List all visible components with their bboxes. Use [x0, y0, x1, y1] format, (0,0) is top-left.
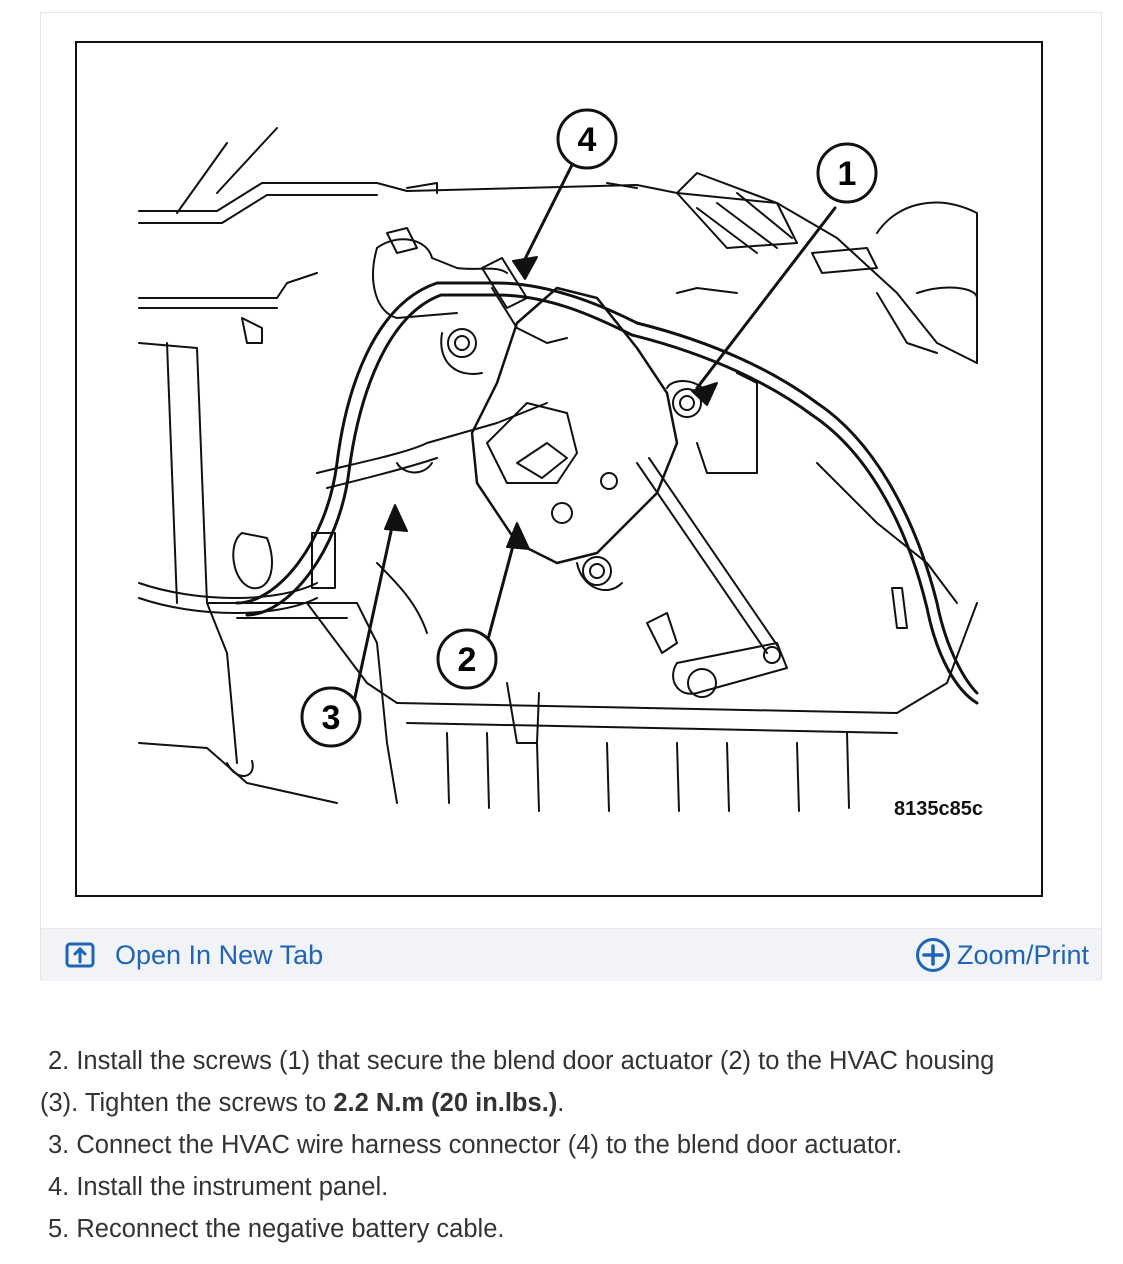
figure-toolbar	[41, 928, 1101, 981]
open-in-new-tab-label: Open In New Tab	[115, 939, 324, 970]
zoom-print-label: Zoom/Print	[956, 939, 1089, 970]
torque-spec: 2.2 N.m (20 in.lbs.)	[333, 1089, 558, 1117]
open-in-new-tab-button[interactable]	[65, 929, 323, 981]
step-5: 5. Reconnect the negative battery cable.	[48, 1215, 505, 1243]
callout-2-label: 2	[457, 641, 477, 679]
procedure-steps	[40, 1040, 1110, 1250]
zoom-plus-icon	[915, 937, 951, 973]
callout-3-label: 3	[321, 699, 341, 737]
hvac-line-drawing	[77, 43, 1041, 895]
callout-1-label: 1	[837, 155, 857, 193]
figure-card	[40, 12, 1102, 980]
callout-3	[302, 688, 360, 746]
callout-1	[818, 144, 876, 202]
figure-code: 8135c85c	[894, 798, 983, 820]
callout-4	[558, 110, 616, 168]
open-new-tab-icon	[65, 942, 95, 968]
zoom-print-button[interactable]	[915, 929, 1089, 981]
step-4: 4. Install the instrument panel.	[48, 1173, 389, 1201]
callout-4-label: 4	[577, 121, 597, 159]
step-3: 3. Connect the HVAC wire harness connector (4) to the blend door actuator.	[48, 1131, 903, 1159]
hvac-diagram	[75, 41, 1043, 897]
step-2-line-1: 2. Install the screws (1) that secure the blend door actuator (2) to the HVAC housing	[48, 1047, 995, 1075]
callout-2	[438, 630, 496, 688]
step-2-text: (3). Tighten the screws to	[40, 1089, 334, 1117]
step-2-line-2	[40, 1082, 1110, 1124]
step-2-end: .	[557, 1089, 565, 1117]
